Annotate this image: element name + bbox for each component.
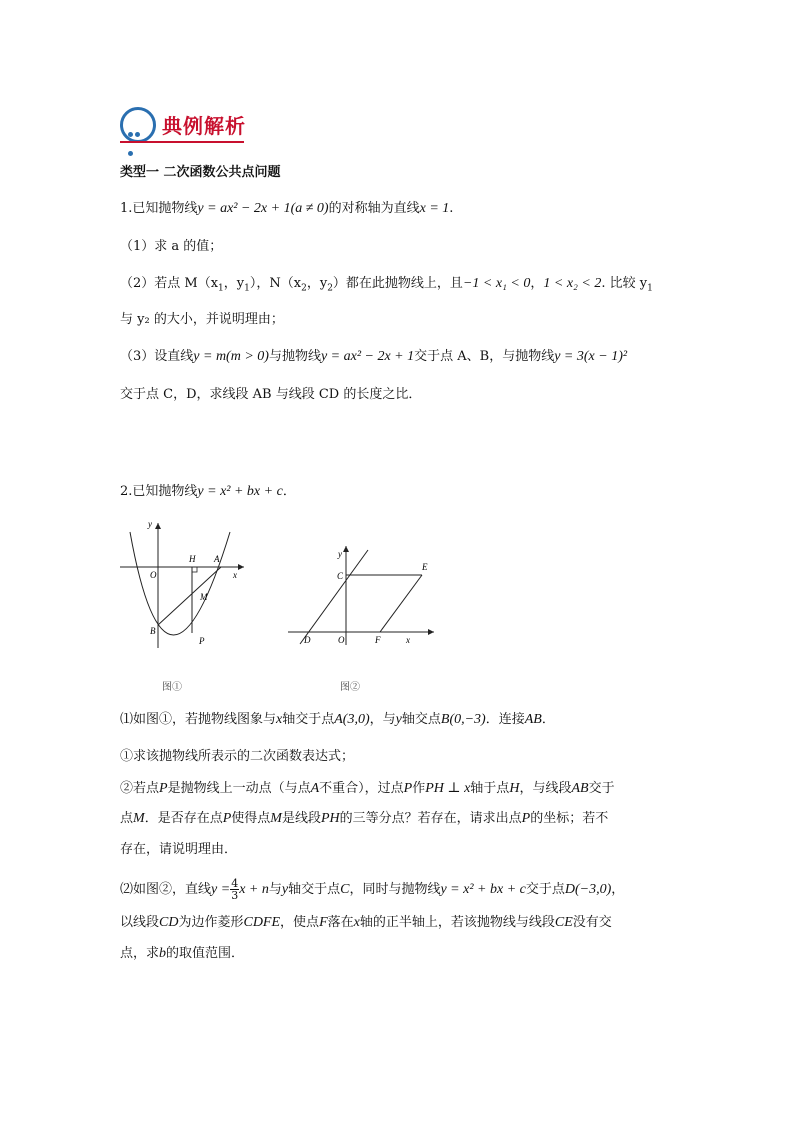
problem2-part2: ⑵如图②，直线y = $\frac{4}{3}$ x + n与y轴交于点C，同时与抛物线y = x² + bx + c交于点D(−3,0)， xyxy=(120,877,625,902)
problem2-part1-q1: ①求该抛物线所表示的二次函数表达式； xyxy=(120,749,355,764)
problem1-q3: （3）设直线y = m(m > 0)与抛物线y = ax² − 2x + 1交于点 A、B，与抛物线y = 3(x − 1)² xyxy=(120,349,628,364)
section-header-title: 典例解析 xyxy=(162,114,246,138)
fig1-label-M: M xyxy=(200,592,208,602)
problem1-q2-line2: 与 y₂ 的大小，并说明理由； xyxy=(120,312,284,327)
fig2-label-y: y xyxy=(338,549,342,559)
problem1-q1: （1）求 a 的值； xyxy=(120,239,223,254)
problem2-part1-q2-line3: 存在，请说明理由． xyxy=(120,842,238,857)
fig2-label-x: x xyxy=(406,635,410,645)
fig2-label-C: C xyxy=(337,571,344,581)
fig2-label-F: F xyxy=(375,635,381,645)
ellipsis-circle-icon xyxy=(120,107,156,143)
fig2-label-E: E xyxy=(422,562,428,572)
type-title: 类型一 二次函数公共点问题 xyxy=(120,165,281,180)
problem2-part1-q2: ②若点P是抛物线上一动点（与点A不重合），过点P作PH ⊥ x轴于点H，与线段AB交于 xyxy=(120,781,615,796)
fig1-label-O: O xyxy=(150,570,157,580)
fig1-label-x: x xyxy=(233,570,237,580)
problem2-intro: 2.已知抛物线y = x² + bx + c． xyxy=(120,484,296,499)
problem1-q3-line2: 交于点 C，D，求线段 AB 与线段 CD 的长度之比． xyxy=(120,387,422,402)
fig1-label-y: y xyxy=(148,519,152,529)
problem2-part2-line2: 以线段CD为边作菱形CDFE，使点F落在x轴的正半轴上，若该抛物线与线段CE没有交 xyxy=(120,915,612,930)
fig1-label-B: B xyxy=(150,626,156,636)
figure-2-caption: 图② xyxy=(340,682,360,693)
problem2-part2-line3: 点，求b的取值范围． xyxy=(120,946,245,961)
fig2-label-O: O xyxy=(338,635,345,645)
problem1-q2: （2）若点 $M(x_1$，$y_1$），$N(x_2$，$y_2$）都在此抛物线上，且−1 < x₁ < 0，1 < x₂ < 2. 比较 $y_1$ xyxy=(120,276,653,294)
fig1-label-A: A xyxy=(214,554,220,564)
figure-1-parabola xyxy=(112,518,252,658)
fig1-label-P: P xyxy=(199,636,205,646)
figure-1-caption: 图① xyxy=(162,682,182,693)
problem1-intro: 1.已知抛物线y = ax² − 2x + 1(a ≠ 0)的对称轴为直线x = 1. xyxy=(120,201,454,216)
fig2-label-D: D xyxy=(304,635,311,645)
problem2-part1: ⑴如图①，若抛物线图象与x轴交于点A(3,0)，与y轴交点B(0,−3)．连接AB． xyxy=(120,712,555,727)
fig1-label-H: H xyxy=(189,554,196,564)
header-underline xyxy=(120,141,244,143)
problem2-part1-q2-line2: 点M．是否存在点P使得点M是线段PH的三等分点？若存在，请求出点P的坐标；若不 xyxy=(120,811,609,826)
figure-2-rhombus xyxy=(282,540,442,650)
